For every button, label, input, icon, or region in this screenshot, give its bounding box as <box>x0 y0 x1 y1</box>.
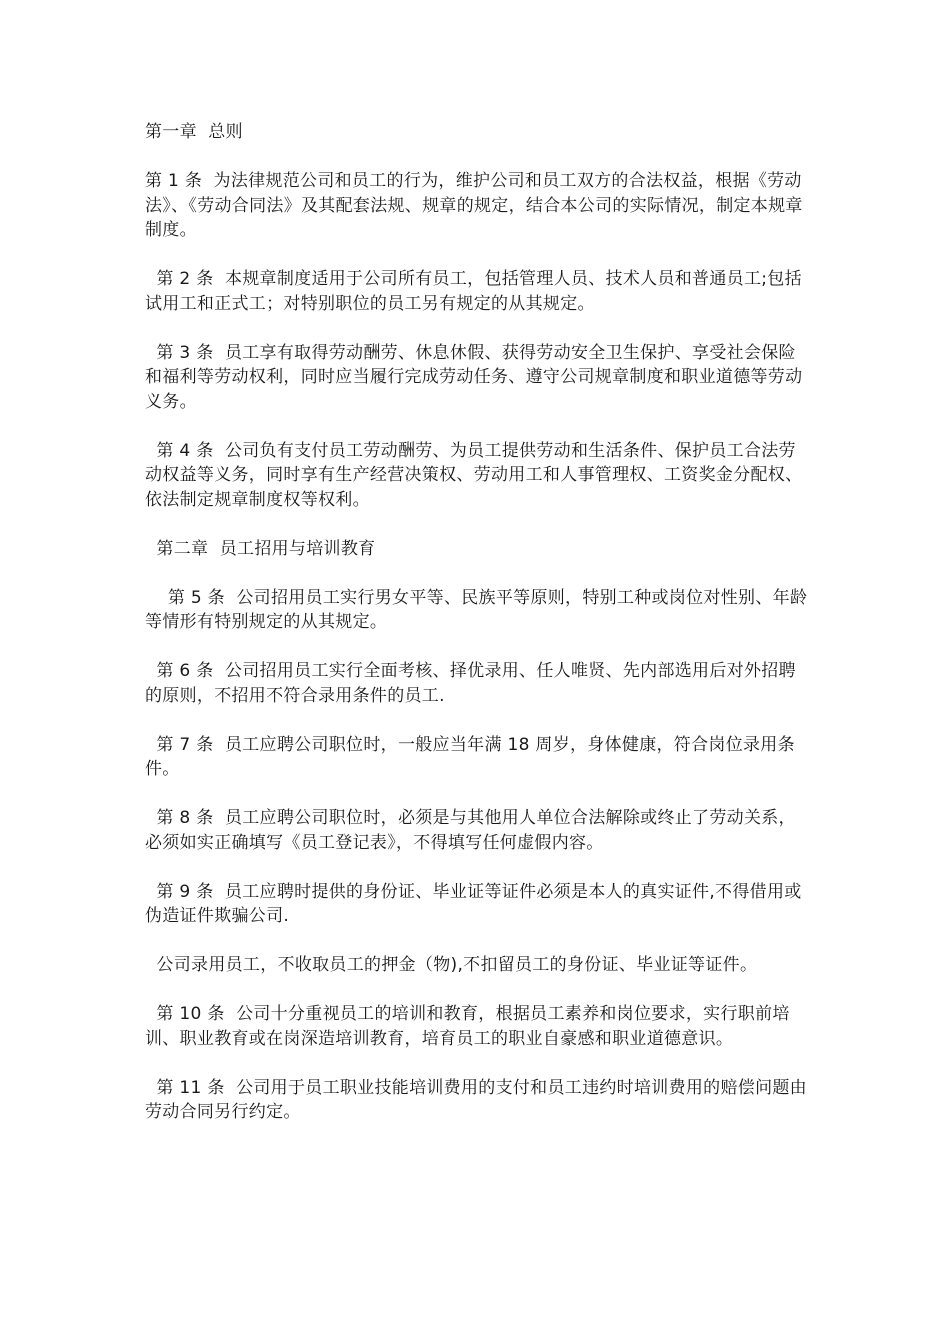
chapter-1-heading: 第一章 总则 <box>145 122 243 142</box>
article-9: 第 9 条 员工应聘时提供的身份证、毕业证等证件必须是本人的真实证件,不得借用或伪造证件欺骗公司. <box>145 881 802 926</box>
article-2: 第 2 条 本规章制度适用于公司所有员工，包括管理人员、技术人员和普通员工;包括试用工和正式工；对特别职位的员工另有规定的从其规定。 <box>145 269 802 314</box>
document-body <box>145 120 810 1149</box>
article-9-note: 公司录用员工，不收取员工的押金（物),不扣留员工的身份证、毕业证等证件。 <box>145 955 758 975</box>
article-6: 第 6 条 公司招用员工实行全面考核、择优录用、任人唯贤、先内部选用后对外招聘的原则，不招用不符合录用条件的员工. <box>145 661 796 706</box>
chapter-2-heading: 第二章 员工招用与培训教育 <box>145 538 376 559</box>
article-4: 第 4 条 公司负有支付员工劳动酬劳、为员工提供劳动和生活条件、保护员工合法劳动权益等义务，同时享有生产经营决策权、劳动用工和人事管理权、工资奖金分配权、依法制定规章制度权等权利。 <box>145 440 803 510</box>
article-7: 第 7 条 员工应聘公司职位时，一般应当年满 18 周岁，身体健康，符合岗位录用条件。 <box>145 734 795 779</box>
article-10: 第 10 条 公司十分重视员工的培训和教育，根据员工素养和岗位要求，实行职前培训、职业教育或在岗深造培训教育，培育员工的职业自豪感和职业道德意识。 <box>145 1004 790 1049</box>
article-3: 第 3 条 员工享有取得劳动酬劳、休息休假、获得劳动安全卫生保护、享受社会保险和福利等劳动权利，同时应当履行完成劳动任务、遵守公司规章制度和职业道德等劳动义务。 <box>145 342 803 412</box>
article-11: 第 11 条 公司用于员工职业技能培训费用的支付和员工违约时培训费用的赔偿问题由劳动合同另行约定。 <box>145 1077 807 1122</box>
article-5: 第 5 条 公司招用员工实行男女平等、民族平等原则，特别工种或岗位对性别、年龄等情形有特别规定的从其规定。 <box>145 587 808 632</box>
article-1: 第 1 条 为法律规范公司和员工的行为，维护公司和员工双方的合法权益，根据《劳动法》、《劳动合同法》及其配套法规、规章的规定，结合本公司的实际情况，制定本规章制度。 <box>145 171 803 240</box>
article-8: 第 8 条 员工应聘公司职位时，必须是与其他用人单位合法解除或终止了劳动关系，必须如实正确填写《员工登记表》，不得填写任何虚假内容。 <box>145 808 796 853</box>
